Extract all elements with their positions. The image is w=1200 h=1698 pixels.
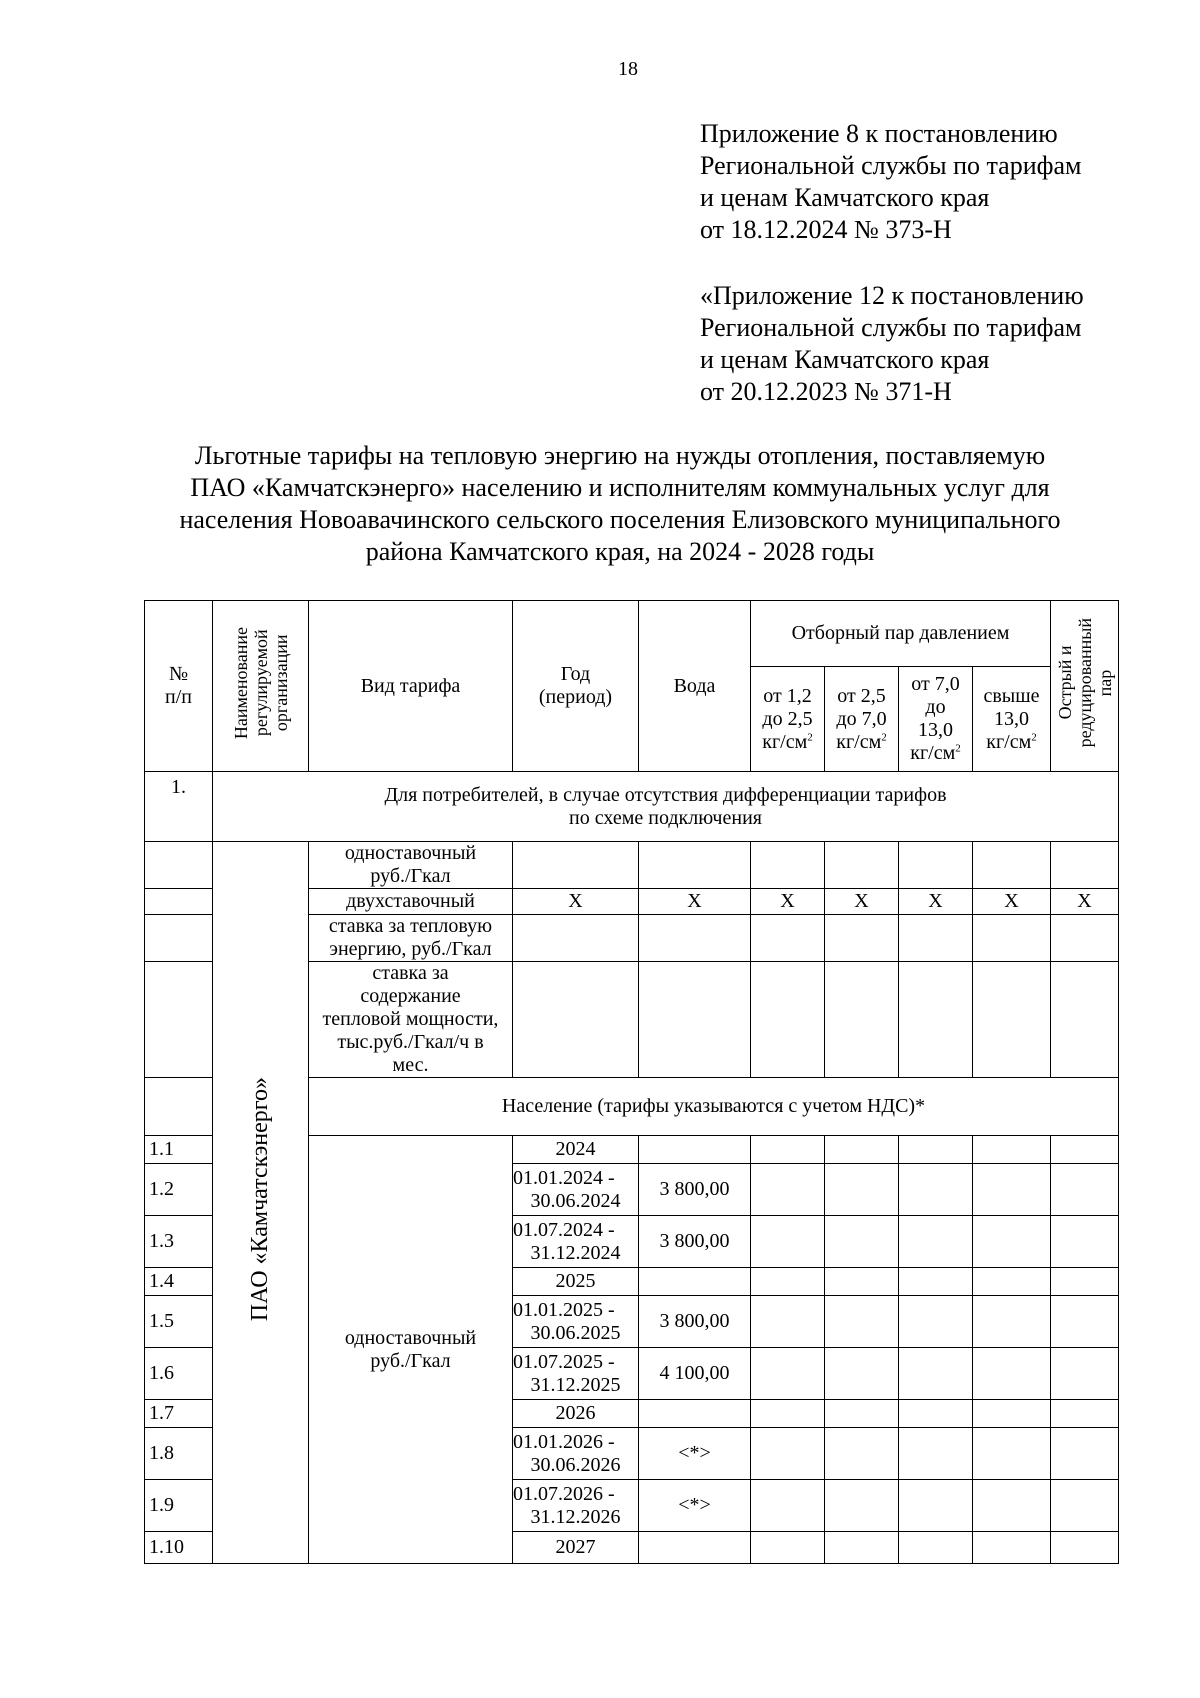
page-number: 18 <box>618 58 638 80</box>
cell-empty <box>751 842 825 889</box>
row-number: 1.7 <box>145 1400 213 1428</box>
row-number-empty <box>145 1078 213 1136</box>
cell-empty <box>899 1400 973 1428</box>
period-line: 30.06.2025 <box>530 1321 621 1344</box>
cell-empty <box>1051 962 1119 1078</box>
cell-x: Х <box>973 889 1051 915</box>
row-number: 1.3 <box>145 1216 213 1268</box>
period-cell: 2026 <box>513 1400 639 1428</box>
water-value: 3 800,00 <box>639 1296 751 1348</box>
row-number: 1.5 <box>145 1296 213 1348</box>
cell-x: Х <box>899 889 973 915</box>
cell-empty <box>899 1532 973 1564</box>
cell-empty <box>751 962 825 1078</box>
cell-empty <box>639 962 751 1078</box>
cell-empty <box>639 842 751 889</box>
period-line: 30.06.2026 <box>530 1453 621 1476</box>
period-line: 01.01.2024 - <box>513 1166 615 1189</box>
pressure-line: до 2,5 <box>762 707 813 730</box>
cell-empty <box>899 842 973 889</box>
row-number: 1.10 <box>145 1532 213 1564</box>
period-cell <box>513 1348 639 1400</box>
tariff-two-rate: двухставочный <box>309 889 513 915</box>
period-cell <box>513 1164 639 1216</box>
superscript: 2 <box>881 730 887 743</box>
appendix-12-line: и ценам Камчатского края <box>700 345 990 374</box>
pressure-unit-text: кг/см <box>986 730 1032 753</box>
title-line: Льготные тарифы на тепловую энергию на нужды отопления, поставляемую <box>194 441 1046 470</box>
document-title <box>120 440 1120 568</box>
header-pressure-2 <box>825 667 899 772</box>
water-value: 4 100,00 <box>639 1348 751 1400</box>
period-cell <box>513 1428 639 1480</box>
cell-x: Х <box>639 889 751 915</box>
section-title-line: Для потребителей, в случае отсутствия дифференциации тарифов <box>384 783 947 806</box>
cell-empty <box>973 1348 1051 1400</box>
tariff-energy-rate <box>309 915 513 962</box>
row-number-empty <box>145 915 213 962</box>
period-line: 01.07.2025 - <box>513 1350 615 1373</box>
cell-empty <box>899 1296 973 1348</box>
header-number-abbr: п/п <box>165 686 192 708</box>
appendix-8-line: от 18.12.2024 № 373-Н <box>700 215 952 244</box>
cell-empty <box>825 1136 899 1164</box>
appendix-12-line: Региональной службы по тарифам <box>700 313 1082 342</box>
pressure-line: от 7,0 <box>911 673 960 695</box>
cell-empty <box>1051 1480 1119 1532</box>
period-line: 30.06.2024 <box>530 1189 621 1212</box>
header-sharp-line: Острый и <box>1054 646 1075 720</box>
cell-empty <box>973 1216 1051 1268</box>
header-organization <box>213 601 309 772</box>
cell-empty <box>899 915 973 962</box>
water-value: 3 800,00 <box>639 1216 751 1268</box>
tariff-table <box>144 600 1119 1564</box>
cell-empty <box>973 1136 1051 1164</box>
tariff-label-line: ставка за тепловую <box>328 915 493 937</box>
cell-empty <box>1051 1296 1119 1348</box>
population-tariff-type <box>309 1136 513 1564</box>
cell-empty <box>899 1136 973 1164</box>
cell-empty <box>1051 1428 1119 1480</box>
organization-cell <box>213 842 309 1564</box>
tariff-label-line: одноставочный <box>344 1326 477 1349</box>
row-number: 1.1 <box>145 1136 213 1164</box>
tariff-label-line: одноставочный <box>344 842 477 864</box>
row-number: 1.2 <box>145 1164 213 1216</box>
cell-empty <box>751 1428 825 1480</box>
cell-empty <box>973 842 1051 889</box>
water-value: <*> <box>639 1480 751 1532</box>
header-water: Вода <box>639 601 751 772</box>
cell-empty <box>973 1400 1051 1428</box>
cell-empty <box>1051 1348 1119 1400</box>
cell-empty <box>899 1480 973 1532</box>
tariff-capacity-rate <box>309 962 513 1078</box>
header-organization-line: регулируемой <box>250 629 271 737</box>
header-organization-line: организации <box>270 634 291 732</box>
header-year <box>513 601 639 772</box>
period-cell <box>513 1216 639 1268</box>
organization-name: ПАО «Камчатскэнерго» <box>247 1077 273 1322</box>
header-organization-text <box>231 627 291 739</box>
cell-empty <box>513 915 639 962</box>
cell-empty <box>825 1428 899 1480</box>
cell-empty <box>1051 1136 1119 1164</box>
pressure-line: до 7,0 <box>836 707 887 730</box>
header-sharp-line: редуцированный <box>1074 618 1095 748</box>
tariff-label-line: тепловой мощности, <box>322 1008 499 1030</box>
tariff-label-line: содержание <box>360 985 461 1007</box>
cell-empty <box>513 962 639 1078</box>
pressure-unit <box>825 731 898 754</box>
appendix-8-line: Региональной службы по тарифам <box>700 151 1082 180</box>
tariff-label-line: руб./Гкал <box>370 865 451 887</box>
cell-empty <box>639 915 751 962</box>
period-line: 01.01.2025 - <box>513 1298 615 1321</box>
pressure-line: свыше <box>983 684 1040 707</box>
cell-empty <box>751 1532 825 1564</box>
cell-empty <box>899 1268 973 1296</box>
cell-empty <box>513 842 639 889</box>
cell-empty <box>825 1296 899 1348</box>
cell-x: Х <box>1051 889 1119 915</box>
pressure-unit-text: кг/см <box>762 730 808 753</box>
pressure-line: от 2,5 <box>837 684 886 707</box>
pressure-line: от 1,2 <box>763 684 812 707</box>
appendix-12-line: «Приложение 12 к постановлению <box>700 281 1084 310</box>
period-line: 31.12.2025 <box>530 1373 621 1396</box>
cell-empty <box>1051 915 1119 962</box>
period-cell <box>513 1480 639 1532</box>
cell-empty <box>1051 1216 1119 1268</box>
cell-empty <box>899 1428 973 1480</box>
cell-empty <box>825 842 899 889</box>
tariff-label-line: тыс.руб./Гкал/ч в <box>337 1031 484 1053</box>
cell-empty <box>973 915 1051 962</box>
cell-empty <box>751 1216 825 1268</box>
period-line: 31.12.2024 <box>530 1241 621 1264</box>
tariff-label-line: ставка за <box>372 962 449 984</box>
cell-empty <box>825 1480 899 1532</box>
title-line: населения Новоавачинского сельского поселения Елизовского муниципального <box>179 505 1061 534</box>
cell-empty <box>1051 1400 1119 1428</box>
cell-empty <box>973 1428 1051 1480</box>
cell-empty <box>973 962 1051 1078</box>
cell-empty <box>899 1216 973 1268</box>
pressure-unit <box>751 731 824 754</box>
cell-empty <box>751 1400 825 1428</box>
cell-x: Х <box>513 889 639 915</box>
period-line: 01.01.2026 - <box>513 1430 615 1453</box>
superscript: 2 <box>955 742 961 755</box>
population-header: Население (тарифы указываются с учетом НДС)* <box>309 1078 1119 1136</box>
appendix-8-reference <box>700 118 1081 246</box>
water-value <box>639 1268 751 1296</box>
period-line: 01.07.2024 - <box>513 1218 615 1241</box>
header-organization-line: Наименование <box>230 626 251 740</box>
period-line: 01.07.2026 - <box>513 1482 615 1505</box>
cell-empty <box>1051 1164 1119 1216</box>
cell-empty <box>825 1400 899 1428</box>
cell-empty <box>825 962 899 1078</box>
cell-empty <box>973 1532 1051 1564</box>
cell-empty <box>899 962 973 1078</box>
row-number: 1.4 <box>145 1268 213 1296</box>
cell-empty <box>751 1164 825 1216</box>
header-sharp-steam <box>1051 601 1119 772</box>
cell-empty <box>751 1348 825 1400</box>
period-cell: 2024 <box>513 1136 639 1164</box>
section-title <box>213 772 1119 842</box>
row-number: 1.9 <box>145 1480 213 1532</box>
cell-empty <box>899 1348 973 1400</box>
cell-empty <box>825 1216 899 1268</box>
water-value <box>639 1400 751 1428</box>
tariff-label-line: энергию, руб./Гкал <box>329 938 492 960</box>
cell-empty <box>825 1532 899 1564</box>
period-cell: 2025 <box>513 1268 639 1296</box>
period-cell <box>513 1296 639 1348</box>
cell-empty <box>1051 1268 1119 1296</box>
cell-empty <box>973 1164 1051 1216</box>
appendix-8-line: и ценам Камчатского края <box>700 183 990 212</box>
row-number-empty <box>145 962 213 1078</box>
pressure-line: 13,0 <box>918 719 953 741</box>
header-steam-group: Отборный пар давлением <box>751 601 1051 667</box>
appendix-12-reference <box>700 280 1084 408</box>
cell-empty <box>751 1136 825 1164</box>
header-sharp-steam-text <box>1055 618 1115 747</box>
header-pressure-1 <box>751 667 825 772</box>
cell-empty <box>751 915 825 962</box>
row-number: 1.8 <box>145 1428 213 1480</box>
header-sharp-line: пар <box>1094 669 1115 697</box>
pressure-unit <box>899 742 972 765</box>
header-year-line: Год <box>560 663 591 685</box>
row-number: 1.6 <box>145 1348 213 1400</box>
superscript: 2 <box>807 730 813 743</box>
water-value: 3 800,00 <box>639 1164 751 1216</box>
section-title-line: по схеме подключения <box>569 806 762 829</box>
pressure-line: 13,0 <box>994 707 1029 730</box>
pressure-unit-text: кг/см <box>910 742 956 764</box>
period-line: 31.12.2026 <box>530 1505 621 1528</box>
tariff-label-line: мес. <box>392 1054 429 1076</box>
period-cell: 2027 <box>513 1532 639 1564</box>
cell-empty <box>825 1348 899 1400</box>
header-number <box>145 601 213 772</box>
cell-empty <box>751 1480 825 1532</box>
row-number-empty <box>145 889 213 915</box>
tariff-single-rate <box>309 842 513 889</box>
cell-empty <box>899 1164 973 1216</box>
appendix-8-line: Приложение 8 к постановлению <box>700 119 1058 148</box>
cell-empty <box>1051 842 1119 889</box>
cell-empty <box>973 1268 1051 1296</box>
pressure-unit <box>973 731 1050 754</box>
appendix-12-line: от 20.12.2023 № 371-Н <box>700 377 952 406</box>
cell-empty <box>825 1268 899 1296</box>
cell-empty <box>1051 1532 1119 1564</box>
header-pressure-4 <box>973 667 1051 772</box>
header-pressure-3 <box>899 667 973 772</box>
cell-x: Х <box>825 889 899 915</box>
header-number-symbol: № <box>168 663 189 685</box>
row-number-empty <box>145 842 213 889</box>
cell-empty <box>973 1296 1051 1348</box>
pressure-unit-text: кг/см <box>836 730 882 753</box>
pressure-line: до <box>925 696 946 718</box>
cell-empty <box>825 1164 899 1216</box>
header-year-line: (период) <box>538 686 613 708</box>
superscript: 2 <box>1031 730 1037 743</box>
cell-empty <box>751 1268 825 1296</box>
tariff-label-line: руб./Гкал <box>370 1349 451 1372</box>
water-value: <*> <box>639 1428 751 1480</box>
cell-empty <box>973 1480 1051 1532</box>
title-line: ПАО «Камчатскэнерго» населению и исполнителям коммунальных услуг для <box>190 473 1050 502</box>
cell-empty <box>751 1296 825 1348</box>
water-value <box>639 1532 751 1564</box>
water-value <box>639 1136 751 1164</box>
header-tariff-type: Вид тарифа <box>309 601 513 772</box>
cell-x: Х <box>751 889 825 915</box>
cell-empty <box>825 915 899 962</box>
title-line: района Камчатского края, на 2024 - 2028 годы <box>365 537 875 566</box>
section-number: 1. <box>145 772 213 842</box>
